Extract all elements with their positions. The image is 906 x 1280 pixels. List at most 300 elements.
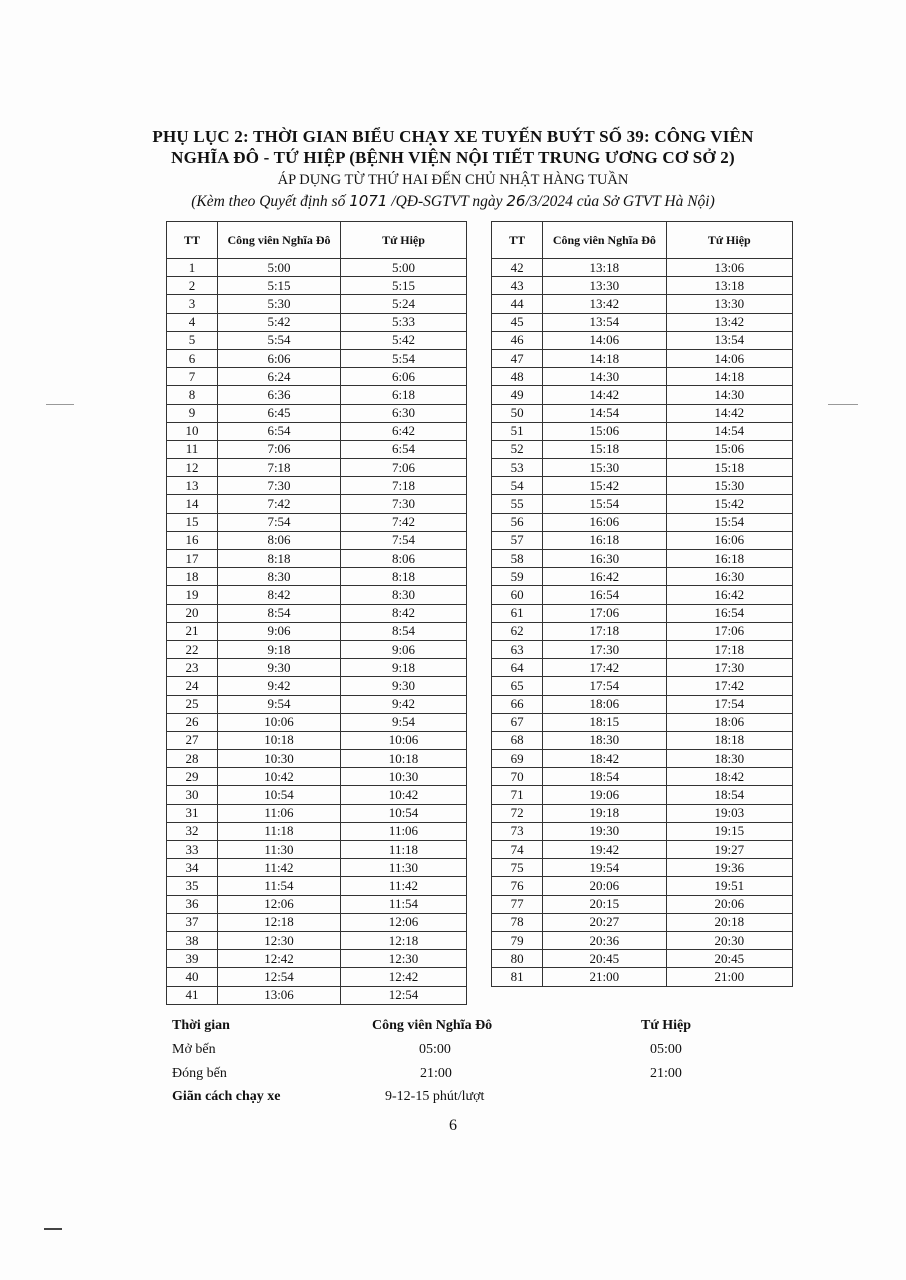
destination-departure: 11:18 (341, 841, 467, 859)
destination-departure: 9:18 (341, 659, 467, 677)
destination-departure: 15:18 (666, 459, 792, 477)
origin-departure: 5:15 (218, 277, 341, 295)
table-row (492, 531, 793, 549)
trip-number: 43 (492, 277, 543, 295)
origin-departure: 17:18 (543, 622, 666, 640)
origin-departure: 8:06 (218, 531, 341, 549)
table-row (167, 768, 467, 786)
destination-departure: 18:06 (666, 713, 792, 731)
table-row (167, 677, 467, 695)
table-row (492, 422, 793, 440)
origin-departure: 15:54 (543, 495, 666, 513)
table-row (492, 313, 793, 331)
table-row (492, 622, 793, 640)
trip-number: 46 (492, 331, 543, 349)
destination-departure: 19:03 (666, 804, 792, 822)
destination-departure: 5:00 (341, 259, 467, 277)
table-row (492, 968, 793, 986)
destination-departure: 6:06 (341, 368, 467, 386)
destination-departure: 5:54 (341, 349, 467, 367)
trip-number: 65 (492, 677, 543, 695)
table-row (167, 968, 467, 986)
destination-departure: 9:06 (341, 640, 467, 658)
trip-number: 16 (167, 531, 218, 549)
decree-number-handwritten: 1071 (349, 192, 388, 210)
trip-number: 70 (492, 768, 543, 786)
table-row (167, 368, 467, 386)
table-row (492, 386, 793, 404)
destination-departure: 20:18 (666, 913, 792, 931)
destination-departure: 19:36 (666, 859, 792, 877)
table-row (492, 277, 793, 295)
destination-departure: 11:54 (341, 895, 467, 913)
destination-departure: 11:06 (341, 822, 467, 840)
origin-departure: 6:54 (218, 422, 341, 440)
origin-departure: 9:30 (218, 659, 341, 677)
summary-interval-label: Giãn cách chạy xe (172, 1089, 281, 1104)
trip-number: 75 (492, 859, 543, 877)
origin-departure: 18:42 (543, 750, 666, 768)
document-title-line2: NGHĨA ĐÔ - TỨ HIỆP (BỆNH VIỆN NỘI TIẾT TRUNG ƯƠNG CƠ SỞ 2) (171, 148, 735, 167)
table-row (492, 677, 793, 695)
trip-number: 10 (167, 422, 218, 440)
table-row (167, 440, 467, 458)
trip-number: 14 (167, 495, 218, 513)
trip-number: 33 (167, 841, 218, 859)
origin-departure: 6:24 (218, 368, 341, 386)
table-row (167, 259, 467, 277)
table-row (492, 750, 793, 768)
destination-departure: 20:06 (666, 895, 792, 913)
trip-number: 62 (492, 622, 543, 640)
scan-mark (828, 404, 858, 405)
trip-number: 81 (492, 968, 543, 986)
destination-departure: 19:51 (666, 877, 792, 895)
table-row (492, 568, 793, 586)
origin-departure: 21:00 (543, 968, 666, 986)
origin-departure: 10:30 (218, 750, 341, 768)
table-row (167, 950, 467, 968)
destination-departure: 15:30 (666, 477, 792, 495)
origin-departure: 10:18 (218, 731, 341, 749)
decree-day-handwritten: 26 (506, 192, 526, 210)
destination-departure: 16:42 (666, 586, 792, 604)
origin-departure: 6:36 (218, 386, 341, 404)
table-row (167, 404, 467, 422)
origin-departure: 5:00 (218, 259, 341, 277)
summary-close-destination: 21:00 (650, 1066, 682, 1081)
header-origin: Công viên Nghĩa Đô (543, 222, 666, 259)
trip-number: 52 (492, 440, 543, 458)
origin-departure: 19:42 (543, 841, 666, 859)
trip-number: 56 (492, 513, 543, 531)
origin-departure: 9:06 (218, 622, 341, 640)
timetable-right (491, 221, 793, 987)
origin-departure: 13:30 (543, 277, 666, 295)
trip-number: 39 (167, 950, 218, 968)
destination-departure: 14:54 (666, 422, 792, 440)
destination-departure: 8:30 (341, 586, 467, 604)
trip-number: 74 (492, 841, 543, 859)
destination-departure: 10:54 (341, 804, 467, 822)
trip-number: 71 (492, 786, 543, 804)
origin-departure: 17:06 (543, 604, 666, 622)
origin-departure: 12:30 (218, 931, 341, 949)
destination-departure: 14:06 (666, 349, 792, 367)
trip-number: 57 (492, 531, 543, 549)
trip-number: 13 (167, 477, 218, 495)
origin-departure: 12:54 (218, 968, 341, 986)
table-row (492, 295, 793, 313)
origin-departure: 16:30 (543, 550, 666, 568)
trip-number: 80 (492, 950, 543, 968)
trip-number: 42 (492, 259, 543, 277)
trip-number: 77 (492, 895, 543, 913)
origin-departure: 19:30 (543, 822, 666, 840)
origin-departure: 14:06 (543, 331, 666, 349)
table-row (167, 640, 467, 658)
origin-departure: 20:27 (543, 913, 666, 931)
summary-open-destination: 05:00 (650, 1042, 682, 1057)
destination-departure: 17:30 (666, 659, 792, 677)
destination-departure: 20:45 (666, 950, 792, 968)
table-row (492, 259, 793, 277)
table-row (167, 931, 467, 949)
destination-departure: 19:27 (666, 841, 792, 859)
trip-number: 60 (492, 586, 543, 604)
trip-number: 63 (492, 640, 543, 658)
origin-departure: 6:06 (218, 349, 341, 367)
trip-number: 54 (492, 477, 543, 495)
table-row (167, 531, 467, 549)
table-row (167, 895, 467, 913)
table-row (167, 604, 467, 622)
table-row (167, 804, 467, 822)
destination-departure: 13:42 (666, 313, 792, 331)
header-origin: Công viên Nghĩa Đô (218, 222, 341, 259)
summary-open-origin: 05:00 (419, 1042, 451, 1057)
destination-departure: 12:06 (341, 913, 467, 931)
summary-origin-header: Công viên Nghĩa Đô (372, 1018, 493, 1033)
destination-departure: 7:42 (341, 513, 467, 531)
trip-number: 40 (167, 968, 218, 986)
origin-departure: 19:06 (543, 786, 666, 804)
origin-departure: 14:54 (543, 404, 666, 422)
summary-interval-value: 9-12-15 phút/lượt (385, 1089, 485, 1104)
origin-departure: 16:18 (543, 531, 666, 549)
trip-number: 21 (167, 622, 218, 640)
destination-departure: 14:18 (666, 368, 792, 386)
destination-departure: 13:18 (666, 277, 792, 295)
trip-number: 28 (167, 750, 218, 768)
origin-departure: 9:42 (218, 677, 341, 695)
origin-departure: 11:54 (218, 877, 341, 895)
table-row (167, 713, 467, 731)
table-row (167, 477, 467, 495)
header-destination: Tứ Hiệp (666, 222, 792, 259)
destination-departure: 15:06 (666, 440, 792, 458)
destination-departure: 6:30 (341, 404, 467, 422)
destination-departure: 5:42 (341, 331, 467, 349)
table-row (492, 768, 793, 786)
trip-number: 59 (492, 568, 543, 586)
table-row (167, 731, 467, 749)
origin-departure: 10:42 (218, 768, 341, 786)
destination-departure: 16:30 (666, 568, 792, 586)
origin-departure: 7:18 (218, 459, 341, 477)
table-row (167, 622, 467, 640)
destination-departure: 15:42 (666, 495, 792, 513)
summary-open-label: Mở bến (172, 1042, 216, 1057)
trip-number: 5 (167, 331, 218, 349)
destination-departure: 18:54 (666, 786, 792, 804)
destination-departure: 5:24 (341, 295, 467, 313)
table-row (492, 786, 793, 804)
table-row (167, 295, 467, 313)
origin-departure: 12:42 (218, 950, 341, 968)
trip-number: 25 (167, 695, 218, 713)
destination-departure: 9:42 (341, 695, 467, 713)
table-row (492, 640, 793, 658)
table-row (492, 404, 793, 422)
origin-departure: 18:06 (543, 695, 666, 713)
origin-departure: 6:45 (218, 404, 341, 422)
origin-departure: 13:06 (218, 986, 341, 1004)
table-row (492, 859, 793, 877)
timetable-left-body (167, 259, 467, 1005)
destination-departure: 10:42 (341, 786, 467, 804)
destination-departure: 8:42 (341, 604, 467, 622)
trip-number: 3 (167, 295, 218, 313)
table-row (167, 786, 467, 804)
origin-departure: 17:54 (543, 677, 666, 695)
origin-departure: 18:15 (543, 713, 666, 731)
origin-departure: 15:30 (543, 459, 666, 477)
table-row (167, 495, 467, 513)
table-row (167, 459, 467, 477)
origin-departure: 17:30 (543, 640, 666, 658)
table-row (167, 277, 467, 295)
trip-number: 49 (492, 386, 543, 404)
table-row (167, 586, 467, 604)
origin-departure: 12:18 (218, 913, 341, 931)
table-row (492, 331, 793, 349)
destination-departure: 16:18 (666, 550, 792, 568)
origin-departure: 15:42 (543, 477, 666, 495)
trip-number: 26 (167, 713, 218, 731)
destination-departure: 6:54 (341, 440, 467, 458)
table-row (167, 513, 467, 531)
table-row (492, 804, 793, 822)
trip-number: 55 (492, 495, 543, 513)
destination-departure: 10:18 (341, 750, 467, 768)
origin-departure: 5:30 (218, 295, 341, 313)
origin-departure: 19:54 (543, 859, 666, 877)
timetable-left (166, 221, 467, 1005)
origin-departure: 9:18 (218, 640, 341, 658)
trip-number: 1 (167, 259, 218, 277)
destination-departure: 7:54 (341, 531, 467, 549)
trip-number: 6 (167, 349, 218, 367)
header-tt: TT (167, 222, 218, 259)
trip-number: 35 (167, 877, 218, 895)
origin-departure: 5:42 (218, 313, 341, 331)
destination-departure: 5:33 (341, 313, 467, 331)
table-row (492, 586, 793, 604)
table-row (167, 695, 467, 713)
destination-departure: 17:06 (666, 622, 792, 640)
table-row (167, 859, 467, 877)
destination-departure: 13:54 (666, 331, 792, 349)
table-row (492, 822, 793, 840)
trip-number: 22 (167, 640, 218, 658)
header-tt: TT (492, 222, 543, 259)
destination-departure: 7:06 (341, 459, 467, 477)
table-row (492, 877, 793, 895)
destination-departure: 15:54 (666, 513, 792, 531)
destination-departure: 17:54 (666, 695, 792, 713)
table-row (492, 459, 793, 477)
destination-departure: 8:54 (341, 622, 467, 640)
origin-departure: 20:36 (543, 931, 666, 949)
trip-number: 20 (167, 604, 218, 622)
destination-departure: 8:06 (341, 550, 467, 568)
origin-departure: 12:06 (218, 895, 341, 913)
timetable-right-body (492, 259, 793, 987)
origin-departure: 15:06 (543, 422, 666, 440)
origin-departure: 14:18 (543, 349, 666, 367)
origin-departure: 11:30 (218, 841, 341, 859)
destination-departure: 19:15 (666, 822, 792, 840)
table-row (167, 986, 467, 1004)
summary-destination-header: Tứ Hiệp (641, 1018, 692, 1033)
table-row (492, 695, 793, 713)
trip-number: 32 (167, 822, 218, 840)
destination-departure: 10:30 (341, 768, 467, 786)
table-row (167, 913, 467, 931)
table-row (492, 950, 793, 968)
origin-departure: 20:15 (543, 895, 666, 913)
document-subtitle: ÁP DỤNG TỪ THỨ HAI ĐẾN CHỦ NHẬT HÀNG TUẦN (277, 172, 629, 188)
table-row (492, 550, 793, 568)
origin-departure: 11:06 (218, 804, 341, 822)
destination-departure: 16:06 (666, 531, 792, 549)
origin-departure: 10:54 (218, 786, 341, 804)
origin-departure: 20:06 (543, 877, 666, 895)
table-row (492, 659, 793, 677)
destination-departure: 14:30 (666, 386, 792, 404)
table-row (492, 349, 793, 367)
destination-departure: 17:42 (666, 677, 792, 695)
page-number: 6 (449, 1117, 457, 1134)
table-row (492, 931, 793, 949)
origin-departure: 17:42 (543, 659, 666, 677)
destination-departure: 12:54 (341, 986, 467, 1004)
trip-number: 45 (492, 313, 543, 331)
origin-departure: 16:06 (543, 513, 666, 531)
trip-number: 76 (492, 877, 543, 895)
table-row (167, 659, 467, 677)
trip-number: 44 (492, 295, 543, 313)
destination-departure: 11:30 (341, 859, 467, 877)
table-row (167, 550, 467, 568)
destination-departure: 7:30 (341, 495, 467, 513)
summary-close-label: Đóng bến (172, 1066, 227, 1081)
trip-number: 51 (492, 422, 543, 440)
table-row (167, 349, 467, 367)
destination-departure: 9:30 (341, 677, 467, 695)
trip-number: 4 (167, 313, 218, 331)
trip-number: 53 (492, 459, 543, 477)
table-row (167, 386, 467, 404)
table-row (492, 495, 793, 513)
trip-number: 66 (492, 695, 543, 713)
destination-departure: 6:18 (341, 386, 467, 404)
origin-departure: 8:54 (218, 604, 341, 622)
origin-departure: 13:54 (543, 313, 666, 331)
table-row (492, 913, 793, 931)
scan-mark (44, 1228, 62, 1230)
trip-number: 2 (167, 277, 218, 295)
table-row (492, 731, 793, 749)
destination-departure: 21:00 (666, 968, 792, 986)
trip-number: 12 (167, 459, 218, 477)
trip-number: 48 (492, 368, 543, 386)
table-row (167, 331, 467, 349)
destination-departure: 16:54 (666, 604, 792, 622)
origin-departure: 7:42 (218, 495, 341, 513)
trip-number: 72 (492, 804, 543, 822)
trip-number: 19 (167, 586, 218, 604)
trip-number: 8 (167, 386, 218, 404)
table-row (492, 604, 793, 622)
destination-departure: 14:42 (666, 404, 792, 422)
table-row (492, 440, 793, 458)
trip-number: 61 (492, 604, 543, 622)
destination-departure: 18:30 (666, 750, 792, 768)
document-title-line1: PHỤ LỤC 2: THỜI GIAN BIỂU CHẠY XE TUYẾN BUÝT SỐ 39: CÔNG VIÊN (152, 127, 754, 146)
destination-departure: 12:42 (341, 968, 467, 986)
trip-number: 17 (167, 550, 218, 568)
origin-departure: 8:42 (218, 586, 341, 604)
destination-departure: 13:30 (666, 295, 792, 313)
summary-time-label: Thời gian (172, 1018, 230, 1033)
table-row (492, 477, 793, 495)
trip-number: 69 (492, 750, 543, 768)
trip-number: 30 (167, 786, 218, 804)
trip-number: 50 (492, 404, 543, 422)
origin-departure: 15:18 (543, 440, 666, 458)
decree-reference: (Kèm theo Quyết định số 1071 /QĐ-SGTVT ngày 26/3/2024 của Sở GTVT Hà Nội) (191, 192, 715, 210)
destination-departure: 20:30 (666, 931, 792, 949)
origin-departure: 5:54 (218, 331, 341, 349)
table-row (492, 713, 793, 731)
table-row (492, 841, 793, 859)
destination-departure: 18:42 (666, 768, 792, 786)
origin-departure: 8:30 (218, 568, 341, 586)
origin-departure: 16:54 (543, 586, 666, 604)
origin-departure: 9:54 (218, 695, 341, 713)
trip-number: 23 (167, 659, 218, 677)
trip-number: 67 (492, 713, 543, 731)
header-destination: Tứ Hiệp (341, 222, 467, 259)
origin-departure: 14:30 (543, 368, 666, 386)
destination-departure: 18:18 (666, 731, 792, 749)
table-row (492, 895, 793, 913)
origin-departure: 14:42 (543, 386, 666, 404)
destination-departure: 10:06 (341, 731, 467, 749)
summary-close-origin: 21:00 (420, 1066, 452, 1081)
